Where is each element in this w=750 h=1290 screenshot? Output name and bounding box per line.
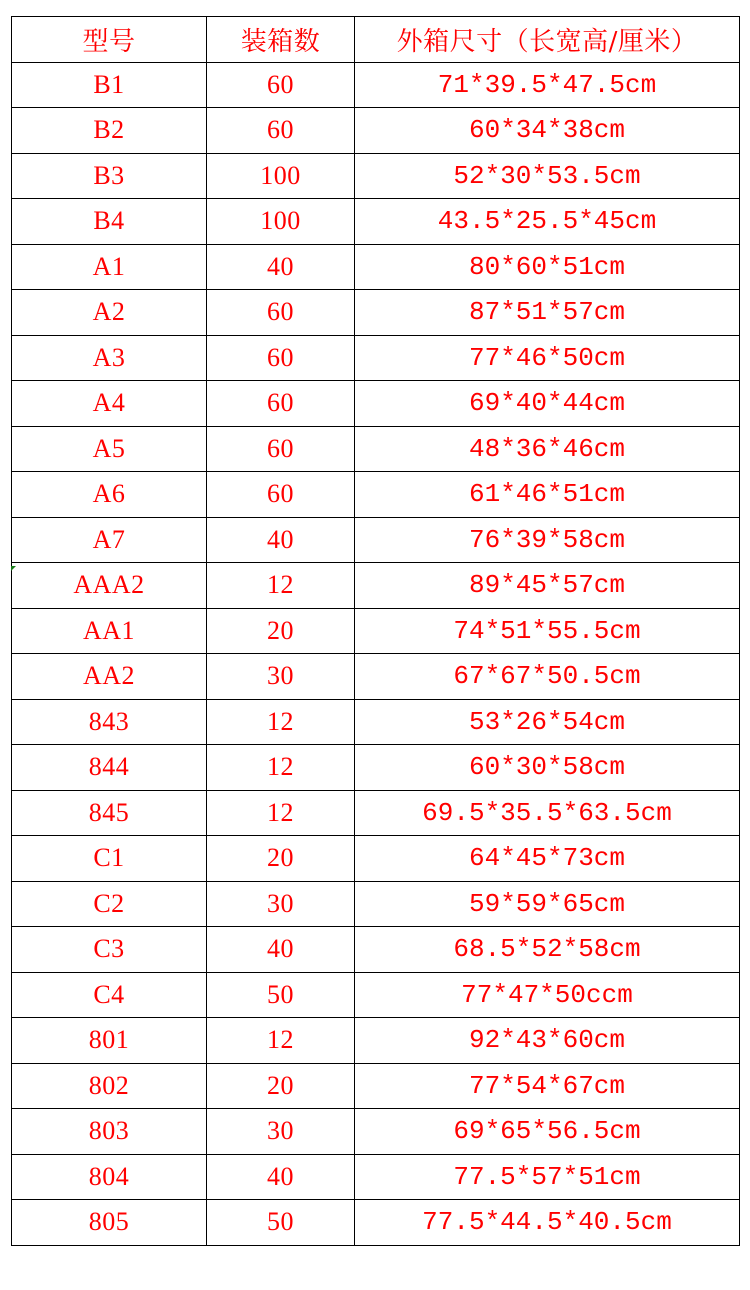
size-cell: 77*46*50cm: [355, 335, 740, 381]
model-cell: C4: [12, 972, 207, 1018]
table-row: [12, 153, 740, 199]
count-cell: 30: [207, 1109, 355, 1155]
size-cell: 77*54*67cm: [355, 1063, 740, 1109]
table-row: [12, 426, 740, 472]
model-cell: 801: [12, 1018, 207, 1064]
size-cell: 61*46*51cm: [355, 472, 740, 518]
count-cell: 20: [207, 608, 355, 654]
size-cell: 68.5*52*58cm: [355, 927, 740, 973]
table-row: [12, 881, 740, 927]
model-cell: B2: [12, 108, 207, 154]
table-row: [12, 472, 740, 518]
count-cell: 12: [207, 745, 355, 791]
table-row: [12, 972, 740, 1018]
model-cell: B4: [12, 199, 207, 245]
table-row: [12, 745, 740, 791]
header-count: 装箱数: [207, 17, 355, 63]
count-cell: 50: [207, 1200, 355, 1246]
size-cell: 71*39.5*47.5cm: [355, 62, 740, 108]
model-cell: A2: [12, 290, 207, 336]
model-cell: B3: [12, 153, 207, 199]
size-cell: 53*26*54cm: [355, 699, 740, 745]
count-cell: 100: [207, 199, 355, 245]
count-cell: 20: [207, 1063, 355, 1109]
count-cell: 60: [207, 426, 355, 472]
header-size: 外箱尺寸（长宽高/厘米）: [355, 17, 740, 63]
count-cell: 12: [207, 563, 355, 609]
model-cell: 803: [12, 1109, 207, 1155]
table-row: [12, 381, 740, 427]
count-cell: 60: [207, 62, 355, 108]
table-body: [12, 62, 740, 1245]
size-cell: 77.5*44.5*40.5cm: [355, 1200, 740, 1246]
table-row: [12, 563, 740, 609]
model-cell: A6: [12, 472, 207, 518]
header-model: 型号: [12, 17, 207, 63]
size-cell: 60*34*38cm: [355, 108, 740, 154]
size-cell: 77.5*57*51cm: [355, 1154, 740, 1200]
count-cell: 60: [207, 108, 355, 154]
size-cell: 67*67*50.5cm: [355, 654, 740, 700]
model-cell: 844: [12, 745, 207, 791]
table-row: [12, 244, 740, 290]
model-cell: A4: [12, 381, 207, 427]
model-cell: A7: [12, 517, 207, 563]
count-cell: 100: [207, 153, 355, 199]
table-row: [12, 290, 740, 336]
spreadsheet: [11, 16, 739, 1246]
count-cell: 12: [207, 699, 355, 745]
count-cell: 60: [207, 290, 355, 336]
model-cell: AAA2: [12, 563, 207, 609]
model-cell: 805: [12, 1200, 207, 1246]
count-cell: 60: [207, 335, 355, 381]
count-cell: 40: [207, 1154, 355, 1200]
table-row: [12, 517, 740, 563]
model-cell: 845: [12, 790, 207, 836]
table-row: [12, 1154, 740, 1200]
model-cell: A1: [12, 244, 207, 290]
table-row: [12, 335, 740, 381]
count-cell: 40: [207, 244, 355, 290]
size-cell: 76*39*58cm: [355, 517, 740, 563]
model-cell: 843: [12, 699, 207, 745]
model-cell: C2: [12, 881, 207, 927]
table-row: [12, 927, 740, 973]
count-cell: 50: [207, 972, 355, 1018]
size-cell: 69*40*44cm: [355, 381, 740, 427]
cell-error-marker: [11, 566, 16, 571]
table-row: [12, 699, 740, 745]
table-row: [12, 62, 740, 108]
size-cell: 87*51*57cm: [355, 290, 740, 336]
count-cell: 60: [207, 472, 355, 518]
packing-table: [11, 16, 740, 1246]
table-row: [12, 108, 740, 154]
model-cell: B1: [12, 62, 207, 108]
size-cell: 69.5*35.5*63.5cm: [355, 790, 740, 836]
size-cell: 89*45*57cm: [355, 563, 740, 609]
table-row: [12, 1109, 740, 1155]
count-cell: 40: [207, 517, 355, 563]
model-cell: AA2: [12, 654, 207, 700]
size-cell: 80*60*51cm: [355, 244, 740, 290]
model-cell: C3: [12, 927, 207, 973]
table-row: [12, 1063, 740, 1109]
count-cell: 20: [207, 836, 355, 882]
model-cell: 804: [12, 1154, 207, 1200]
table-row: [12, 790, 740, 836]
table-row: [12, 608, 740, 654]
size-cell: 43.5*25.5*45cm: [355, 199, 740, 245]
model-cell: AA1: [12, 608, 207, 654]
size-cell: 69*65*56.5cm: [355, 1109, 740, 1155]
table-row: [12, 1200, 740, 1246]
size-cell: 48*36*46cm: [355, 426, 740, 472]
model-cell: 802: [12, 1063, 207, 1109]
count-cell: 30: [207, 881, 355, 927]
header-row: [12, 17, 740, 63]
table-row: [12, 654, 740, 700]
size-cell: 52*30*53.5cm: [355, 153, 740, 199]
table-row: [12, 836, 740, 882]
count-cell: 60: [207, 381, 355, 427]
size-cell: 64*45*73cm: [355, 836, 740, 882]
table-row: [12, 1018, 740, 1064]
model-cell: A3: [12, 335, 207, 381]
size-cell: 77*47*50ccm: [355, 972, 740, 1018]
count-cell: 30: [207, 654, 355, 700]
size-cell: 92*43*60cm: [355, 1018, 740, 1064]
size-cell: 59*59*65cm: [355, 881, 740, 927]
count-cell: 40: [207, 927, 355, 973]
size-cell: 60*30*58cm: [355, 745, 740, 791]
model-cell: C1: [12, 836, 207, 882]
count-cell: 12: [207, 1018, 355, 1064]
table-row: [12, 199, 740, 245]
size-cell: 74*51*55.5cm: [355, 608, 740, 654]
model-cell: A5: [12, 426, 207, 472]
count-cell: 12: [207, 790, 355, 836]
